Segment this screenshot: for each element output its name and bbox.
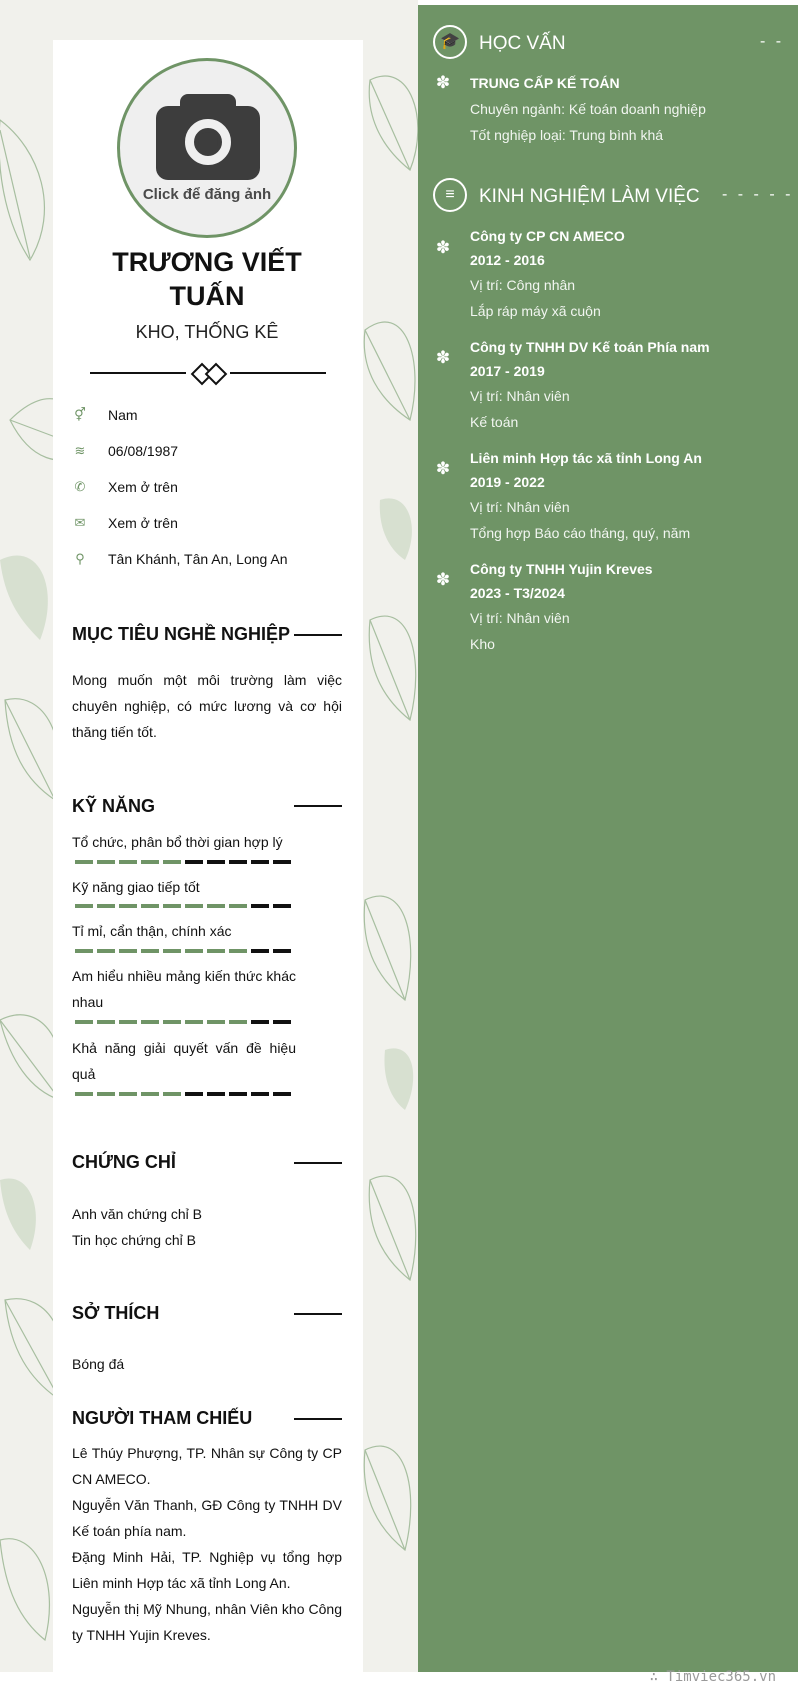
section-dashes: - - - - - xyxy=(722,186,794,203)
envelope-icon: ✉ xyxy=(74,515,86,530)
skill-level-segment xyxy=(251,1092,269,1096)
flower-bullet-icon: ✽ xyxy=(435,459,451,478)
skill-level-segment xyxy=(119,860,137,864)
skill-level-segment xyxy=(229,1092,247,1096)
flower-bullet-icon: ✽ xyxy=(435,348,451,367)
reference-item: Nguyễn Văn Thanh, GĐ Công ty TNHH DV Kế toán phía nam. xyxy=(72,1497,342,1539)
skill-level-segment xyxy=(141,1020,159,1024)
section-title-line xyxy=(294,805,342,807)
watermark-text: ∴ Timviec365.vn xyxy=(649,1669,776,1685)
skill-level-segment xyxy=(207,904,225,908)
skill-level-segment xyxy=(163,860,181,864)
skill-label: Tổ chức, phân bổ thời gian hợp lý xyxy=(72,834,283,850)
skill-level-segment xyxy=(141,1092,159,1096)
gender-icon: ⚥ xyxy=(74,407,86,422)
contact-value: Xem ở trên xyxy=(108,515,178,531)
skill-level-segment xyxy=(119,1092,137,1096)
reference-item: Nguyễn thị Mỹ Nhung, nhân Viên kho Công ty TNHH Yujin Kreves. xyxy=(72,1601,342,1643)
avatar-upload[interactable] xyxy=(117,58,297,238)
work-position: Vị trí: Công nhân xyxy=(470,277,576,293)
skill-level-segment xyxy=(97,860,115,864)
flower-bullet-icon: ✽ xyxy=(435,73,451,92)
work-period: 2019 - 2022 xyxy=(470,474,545,490)
skill-level-segment xyxy=(75,860,93,864)
work-position: Vị trí: Nhân viên xyxy=(470,610,570,626)
contact-value: Tân Khánh, Tân An, Long An xyxy=(108,551,288,567)
company-name: Liên minh Hợp tác xã tỉnh Long An xyxy=(470,450,702,466)
skill-level-segment xyxy=(119,904,137,908)
skill-level-segment xyxy=(75,1020,93,1024)
school-name: TRUNG CẤP KẾ TOÁN xyxy=(470,75,620,91)
work-description: Tổng hợp Báo cáo tháng, quý, năm xyxy=(470,525,691,541)
skill-level-segment xyxy=(141,860,159,864)
skill-level-segment xyxy=(229,904,247,908)
flower-bullet-icon: ✽ xyxy=(435,238,451,257)
skill-level-segment xyxy=(119,1020,137,1024)
flower-bullet-icon: ✽ xyxy=(435,570,451,589)
skill-level-segment xyxy=(251,1020,269,1024)
skill-level-segment xyxy=(251,860,269,864)
section-dashes: - - xyxy=(760,33,785,50)
skill-level-segment xyxy=(119,949,137,953)
section-title-line xyxy=(294,1313,342,1315)
skill-level-segment xyxy=(97,904,115,908)
skill-level-segment xyxy=(97,949,115,953)
skill-level-segment xyxy=(185,904,203,908)
work-position: Vị trí: Nhân viên xyxy=(470,499,570,515)
company-name: Công ty CP CN AMECO xyxy=(470,228,625,244)
phone-icon: ✆ xyxy=(74,479,86,494)
hobby-text: Bóng đá xyxy=(72,1356,125,1372)
work-period: 2017 - 2019 xyxy=(470,363,545,379)
skill-level-segment xyxy=(185,860,203,864)
skill-label: Am hiểu nhiều mảng kiến thức khác nhau xyxy=(72,968,296,1010)
work-description: Kế toán xyxy=(470,414,519,430)
education-grade: Tốt nghiệp loại: Trung bình khá xyxy=(470,127,664,143)
certificate-item: Tin học chứng chỉ B xyxy=(72,1232,197,1248)
divider-left xyxy=(90,372,186,374)
skill-level-segment xyxy=(141,904,159,908)
candidate-name: TRƯƠNG VIẾT TUẤN xyxy=(112,247,302,311)
section-title-line xyxy=(294,1418,342,1420)
company-name: Công ty TNHH DV Kế toán Phía nam xyxy=(470,339,710,355)
work-period: 2023 - T3/2024 xyxy=(470,585,565,601)
skill-level-segment xyxy=(185,1020,203,1024)
reference-item: Lê Thúy Phượng, TP. Nhân sự Công ty CP CN AMECO. xyxy=(72,1445,342,1487)
birthday-cake-icon: ≋ xyxy=(74,443,86,458)
skill-level-segment xyxy=(207,860,225,864)
skill-level-segment xyxy=(273,1020,291,1024)
certificate-item: Anh văn chứng chỉ B xyxy=(72,1206,203,1222)
work-description: Lắp ráp máy xã cuộn xyxy=(470,303,601,319)
skill-level-segment xyxy=(273,1092,291,1096)
company-name: Công ty TNHH Yujin Kreves xyxy=(470,561,653,577)
section-title-hobbies: SỞ THÍCH xyxy=(72,1303,160,1323)
contact-value: Xem ở trên xyxy=(108,479,178,495)
skill-level-segment xyxy=(97,1020,115,1024)
skill-level-segment xyxy=(163,904,181,908)
work-position: Vị trí: Nhân viên xyxy=(470,388,570,404)
skill-level-segment xyxy=(273,904,291,908)
skill-level-segment xyxy=(207,949,225,953)
section-title-certificates: CHỨNG CHỈ xyxy=(72,1152,176,1172)
work-description: Kho xyxy=(470,636,495,652)
job-title: KHO, THỐNG KÊ xyxy=(135,322,279,342)
graduation-cap-icon: 🎓 xyxy=(433,25,467,59)
skill-level-segment xyxy=(273,949,291,953)
reference-item: Đặng Minh Hải, TP. Nghiệp vụ tổng hợp Liên minh Hợp tác xã tỉnh Long An. xyxy=(72,1549,342,1591)
divider-right xyxy=(230,372,326,374)
section-label: KINH NGHIỆM LÀM VIỆC xyxy=(479,186,700,207)
skill-level-segment xyxy=(185,1092,203,1096)
skill-label: Khả năng giải quyết vấn đề hiệu quả xyxy=(72,1040,296,1082)
contact-value: 06/08/1987 xyxy=(108,443,179,459)
map-marker-icon: ⚲ xyxy=(75,551,85,566)
skill-level-segment xyxy=(229,860,247,864)
skill-level-segment xyxy=(229,949,247,953)
section-label: HỌC VẤN xyxy=(479,33,566,54)
camera-lens-center xyxy=(198,132,218,152)
upload-photo-label: Click để đăng ảnh xyxy=(142,186,272,203)
skill-label: Tỉ mỉ, cẩn thận, chính xác xyxy=(72,923,232,939)
skill-level-segment xyxy=(273,860,291,864)
skill-level-segment xyxy=(229,1020,247,1024)
skill-level-segment xyxy=(75,949,93,953)
skill-level-segment xyxy=(141,949,159,953)
stack-icon: ≡ xyxy=(433,178,467,212)
skill-label: Kỹ năng giao tiếp tốt xyxy=(72,879,200,895)
education-major: Chuyên ngành: Kế toán doanh nghiệp xyxy=(470,101,706,117)
section-title-objective: MỤC TIÊU NGHỀ NGHIỆP xyxy=(72,624,291,644)
skill-level-segment xyxy=(251,904,269,908)
skill-level-segment xyxy=(207,1020,225,1024)
work-period: 2012 - 2016 xyxy=(470,252,545,268)
skill-level-segment xyxy=(75,1092,93,1096)
skill-level-segment xyxy=(185,949,203,953)
section-title-references: NGƯỜI THAM CHIẾU xyxy=(72,1408,253,1428)
skill-level-segment xyxy=(97,1092,115,1096)
section-title-skills: KỸ NĂNG xyxy=(72,796,156,816)
skill-level-segment xyxy=(75,904,93,908)
objective-text: Mong muốn một môi trường làm việc chuyên nghiệp, có mức lương và cơ hội thăng tiến tốt. xyxy=(72,672,342,740)
contact-value: Nam xyxy=(108,407,138,423)
section-title-line xyxy=(294,1162,342,1164)
skill-level-segment xyxy=(251,949,269,953)
section-title-line xyxy=(294,634,342,636)
skill-level-segment xyxy=(207,1092,225,1096)
skill-level-segment xyxy=(163,1020,181,1024)
skill-level-segment xyxy=(163,1092,181,1096)
skill-level-segment xyxy=(163,949,181,953)
